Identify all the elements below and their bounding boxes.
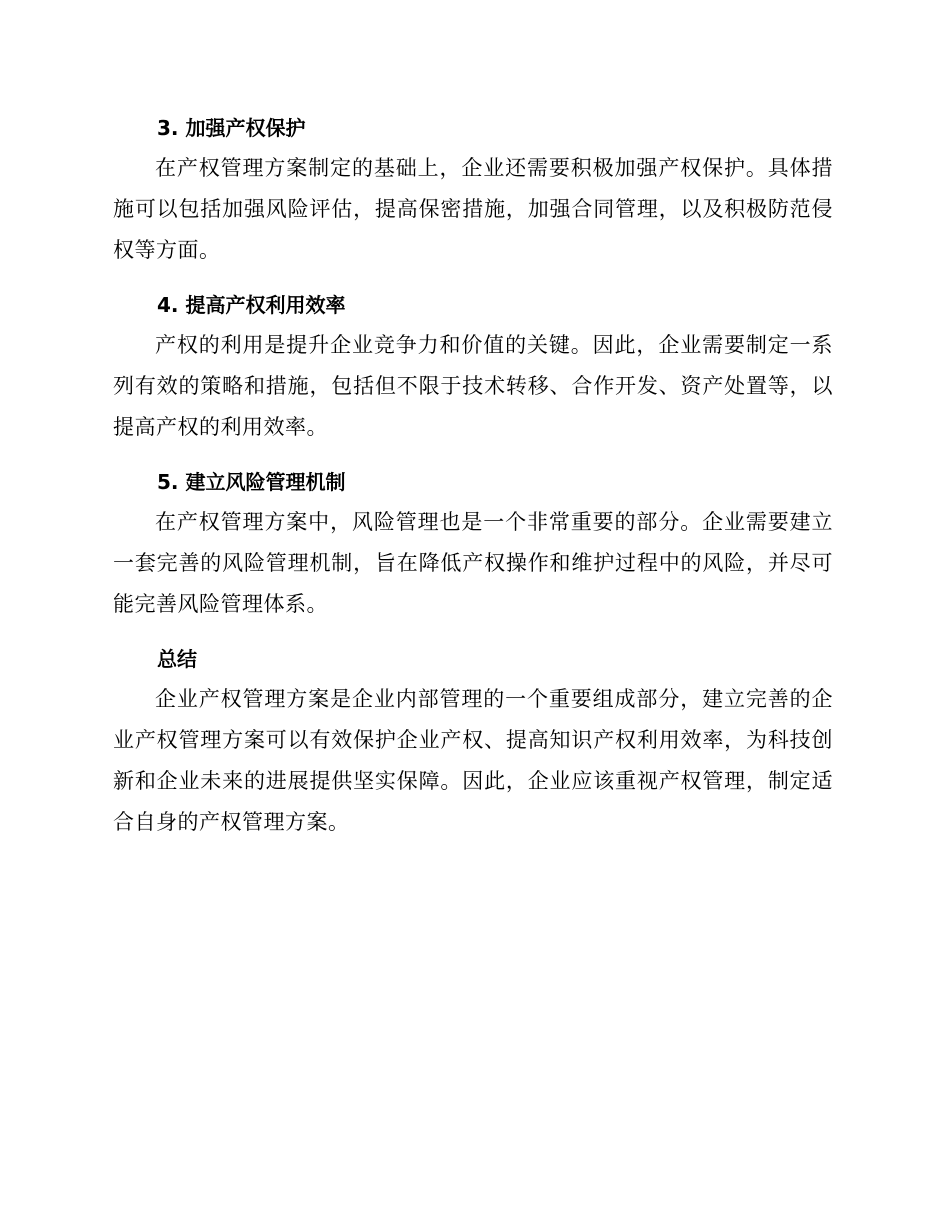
section-heading-summary: 总结 xyxy=(157,647,197,671)
section-body-summary: 企业产权管理方案是企业内部管理的一个重要组成部分，建立完善的企业产权管理方案可以有效保护企业产权、提高知识产权利用效率，为科技创新和企业未来的进展提供坚实保障。因此，企业应该重视产权管理，制定适合自身的产权管理方案。 xyxy=(113,687,833,834)
section-heading-efficiency: 4. 提高产权利用效率 xyxy=(157,293,346,317)
section-body-risk: 在产权管理方案中，风险管理也是一个非常重要的部分。企业需要建立一套完善的风险管理机制，旨在降低产权操作和维护过程中的风险，并尽可能完善风险管理体系。 xyxy=(113,510,833,616)
section-heading-risk: 5. 建立风险管理机制 xyxy=(157,470,346,494)
section-body-protection: 在产权管理方案制定的基础上，企业还需要积极加强产权保护。具体措施可以包括加强风险评估，提高保密措施，加强合同管理，以及积极防范侵权等方面。 xyxy=(113,156,833,262)
section-body-efficiency: 产权的利用是提升企业竞争力和价值的关键。因此，企业需要制定一系列有效的策略和措施，包括但不限于技术转移、合作开发、资产处置等，以提高产权的利用效率。 xyxy=(113,333,833,439)
document-content xyxy=(113,108,833,857)
section-heading-protection: 3. 加强产权保护 xyxy=(157,116,306,140)
